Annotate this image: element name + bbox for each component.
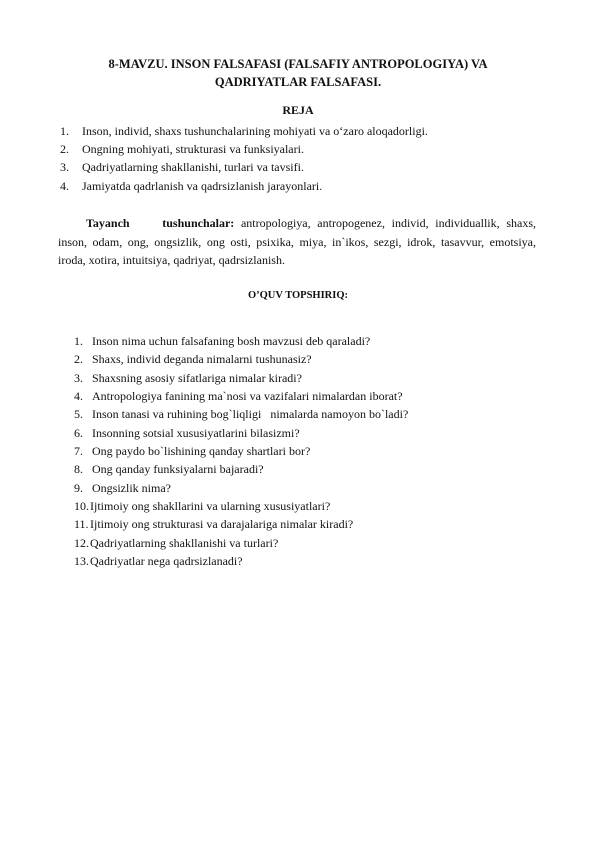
- task-item: [74, 350, 408, 368]
- plan-heading: REJA: [282, 103, 314, 117]
- task-item-number: 2.: [74, 352, 83, 367]
- task-item-number: 13.: [74, 554, 89, 569]
- task-item-number: 4.: [74, 389, 83, 404]
- task-item-text: Ong qanday funksiyalarni bajaradi?: [92, 462, 264, 477]
- task-item-text: Ijtimoiy ong shakllarini va ularning xususiyatlari?: [90, 499, 331, 514]
- task-item-number: 5.: [74, 407, 83, 422]
- task-item-text: Antropologiya fanining ma`nosi va vazifalari nimalardan iborat?: [92, 389, 403, 404]
- task-item-text: Qadriyatlarning shakllanishi va turlari?: [90, 535, 279, 550]
- title-line-2: QADRIYATLAR FALSAFASI.: [214, 75, 382, 89]
- task-item: [74, 534, 408, 552]
- plan-item-number: 2.: [60, 142, 69, 157]
- key-concepts-text: antropologiya, antropogenez, individ, individuallik, shaxs, inson, odam, ong, ongsizlik, ong osti, psixika, miya, in`ikos, sezgi, idrok, tasavvur, emotsiya, iroda, xotira, intuitsiya, qadriyat, qadrsizlanish.: [58, 216, 536, 267]
- task-item-text: Inson nima uchun falsafaning bosh mavzusi deb qaraladi?: [92, 334, 371, 348]
- document-title: [60, 55, 536, 91]
- plan-item-text: Jamiyatda qadrlanish va qadrsizlanish jarayonlari.: [82, 178, 323, 193]
- task-list: [74, 332, 408, 570]
- plan-item: [60, 158, 428, 176]
- task-item-number: 7.: [74, 444, 83, 459]
- task-item-text: Inson tanasi va ruhining bog`liqligi nimalarda namoyon bo`ladi?: [92, 407, 409, 422]
- task-item: [74, 552, 408, 570]
- plan-item-text: Ongning mohiyati, strukturasi va funksiyalari.: [82, 142, 304, 157]
- task-item-text: Insonning sotsial xususiyatlarini bilasizmi?: [92, 425, 300, 440]
- task-item: [74, 369, 408, 387]
- task-item-number: 12.: [74, 535, 89, 550]
- task-item: [74, 424, 408, 442]
- task-item: [74, 442, 408, 460]
- plan-list: [60, 122, 428, 195]
- task-item-number: 3.: [74, 370, 83, 385]
- task-item: [74, 332, 408, 350]
- task-item: [74, 497, 408, 515]
- task-item-text: Ong paydo bo`lishining qanday shartlari bor?: [92, 444, 311, 459]
- task-item-number: 9.: [74, 480, 83, 495]
- key-concepts-label: Tayanch tushunchalar:: [86, 216, 235, 230]
- task-item-number: 6.: [74, 425, 83, 440]
- task-item-text: Qadriyatlar nega qadrsizlanadi?: [90, 554, 243, 569]
- task-item-number: 10.: [74, 499, 89, 514]
- plan-item-number: 3.: [60, 160, 69, 175]
- task-heading: O’QUV TOPSHIRIQ:: [247, 290, 349, 301]
- plan-item: [60, 122, 428, 140]
- task-item-text: Ijtimoiy ong strukturasi va darajalariga nimalar kiradi?: [90, 517, 354, 532]
- plan-item-text: Qadriyatlarning shakllanishi, turlari va tavsifi.: [82, 160, 304, 175]
- task-item-text: Shaxsning asosiy sifatlariga nimalar kiradi?: [92, 370, 302, 385]
- plan-item-number: 1.: [60, 124, 69, 138]
- title-line-1: 8-MAVZU. INSON FALSAFASI (FALSAFIY ANTROPOLOGIYA) VA: [108, 57, 488, 71]
- plan-item: [60, 177, 428, 195]
- task-item-number: 1.: [74, 334, 83, 348]
- task-item-number: 11.: [74, 517, 89, 532]
- task-item: [74, 405, 408, 423]
- task-item-text: Shaxs, individ deganda nimalarni tushunasiz?: [92, 352, 312, 367]
- task-item: [74, 515, 408, 533]
- plan-item-text: Inson, individ, shaxs tushunchalarining mohiyati va o‘zaro aloqadorligi.: [82, 124, 428, 138]
- task-item-number: 8.: [74, 462, 83, 477]
- plan-item: [60, 140, 428, 158]
- task-item: [74, 460, 408, 478]
- task-item: [74, 387, 408, 405]
- task-item: [74, 479, 408, 497]
- task-item-text: Ongsizlik nima?: [92, 480, 171, 495]
- plan-item-number: 4.: [60, 178, 69, 193]
- key-concepts-paragraph: [58, 214, 536, 270]
